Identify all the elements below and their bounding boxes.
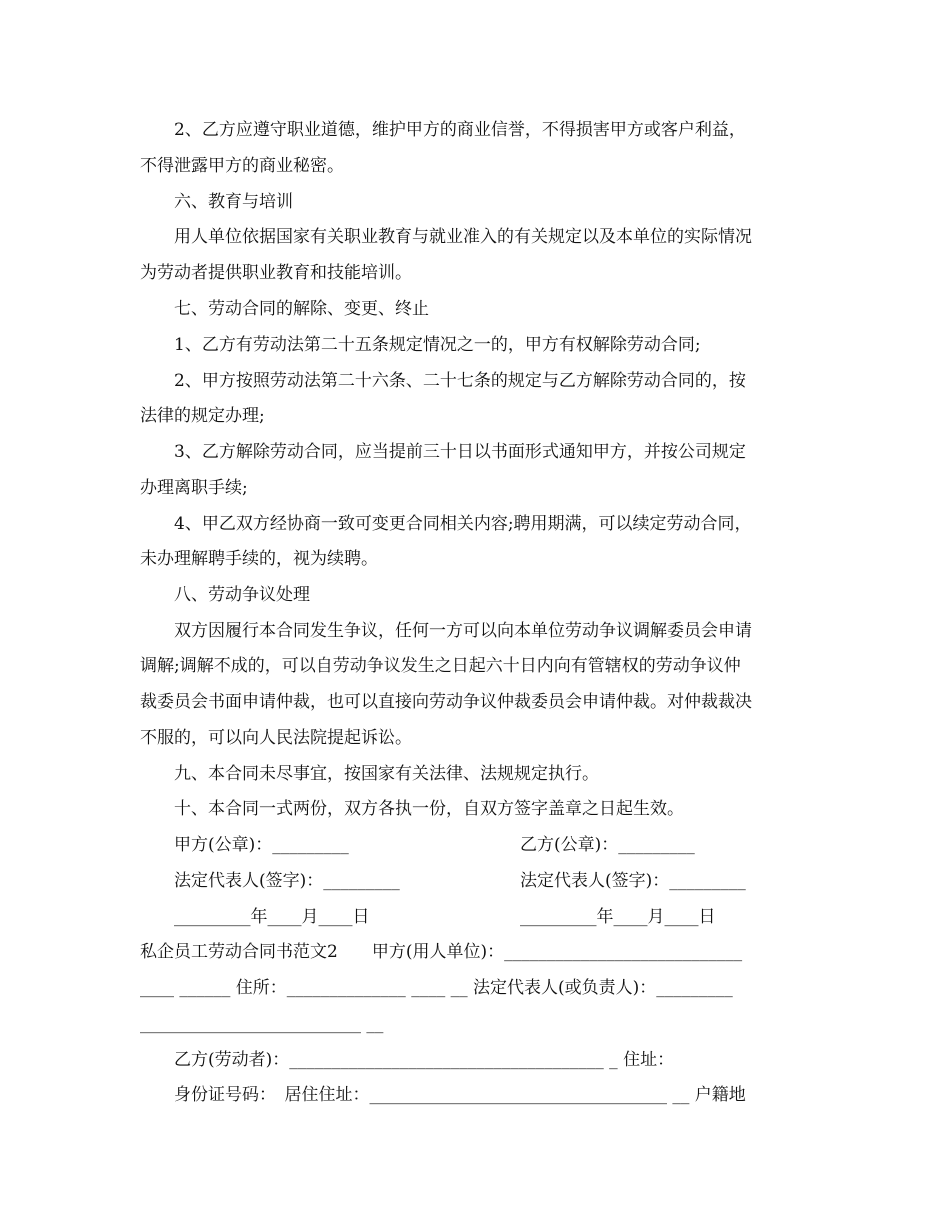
clause-5-2-line-2: 不得泄露甲方的商业秘密。: [140, 156, 344, 176]
party-a-representative: 法定代表人(签字)：_________: [174, 871, 400, 891]
party-b-date: _________年____月____日: [520, 907, 716, 927]
section-8-body-line-2: 调解;调解不成的，可以自劳动争议发生之日起六十日内向有管辖权的劳动争议仲: [140, 656, 741, 676]
clause-7-2-line-2: 法律的规定办理;: [140, 406, 265, 426]
section-8-body-line-4: 不服的，可以向人民法院提起诉讼。: [140, 728, 412, 748]
party-a-date: _________年____月____日: [174, 907, 370, 927]
template-2-blank-line: __________________________ __: [140, 1014, 384, 1034]
section-6-heading: 六、教育与培训: [174, 192, 293, 212]
clause-5-2-line-1: 2、乙方应遵守职业道德，维护甲方的商业信誉，不得损害甲方或客户利益，: [174, 120, 746, 140]
id-number-line: 身份证号码： 居住住址：___________________________________ __ 户籍地: [174, 1085, 746, 1105]
template-2-title-line: 私企员工劳动合同书范文2 甲方(用人单位)：____________________________: [140, 942, 743, 962]
section-10: 十、本合同一式两份，双方各执一份，自双方签字盖章之日起生效。: [174, 799, 684, 819]
party-b-seal: 乙方(公章)：_________: [520, 835, 695, 855]
section-8-heading: 八、劳动争议处理: [174, 585, 310, 605]
clause-7-4-line-2: 未办理解聘手续的，视为续聘。: [140, 549, 378, 569]
section-7-heading: 七、劳动合同的解除、变更、终止: [174, 299, 429, 319]
party-b-worker-line: 乙方(劳动者)：_____________________________________ _ 住址：: [174, 1050, 675, 1070]
clause-7-1: 1、乙方有劳动法第二十五条规定情况之一的，甲方有权解除劳动合同;: [174, 335, 701, 355]
section-8-body-line-1: 双方因履行本合同发生争议，任何一方可以向本单位劳动争议调解委员会申请: [174, 621, 752, 641]
section-9: 九、本合同未尽事宜，按国家有关法律、法规规定执行。: [174, 764, 599, 784]
clause-7-2-line-1: 2、甲方按照劳动法第二十六条、二十七条的规定与乙方解除劳动合同的，按: [174, 371, 746, 391]
template-2-address-line: ____ ______ 住所：______________ ____ __ 法定代表人(或负责人)：_________: [140, 978, 733, 998]
clause-7-4-line-1: 4、甲乙双方经协商一致可变更合同相关内容;聘用期满，可以续定劳动合同，: [174, 514, 752, 534]
section-6-body-line-2: 为劳动者提供职业教育和技能培训。: [140, 263, 412, 283]
clause-7-3-line-2: 办理离职手续;: [140, 478, 248, 498]
party-a-seal: 甲方(公章)：_________: [174, 835, 349, 855]
clause-7-3-line-1: 3、乙方解除劳动合同，应当提前三十日以书面形式通知甲方，并按公司规定: [174, 442, 746, 462]
section-6-body-line-1: 用人单位依据国家有关职业教育与就业准入的有关规定以及本单位的实际情况: [174, 227, 752, 247]
section-8-body-line-3: 裁委员会书面申请仲裁，也可以直接向劳动争议仲裁委员会申请仲裁。对仲裁裁决: [140, 692, 752, 712]
party-b-representative: 法定代表人(签字)：_________: [520, 871, 746, 891]
